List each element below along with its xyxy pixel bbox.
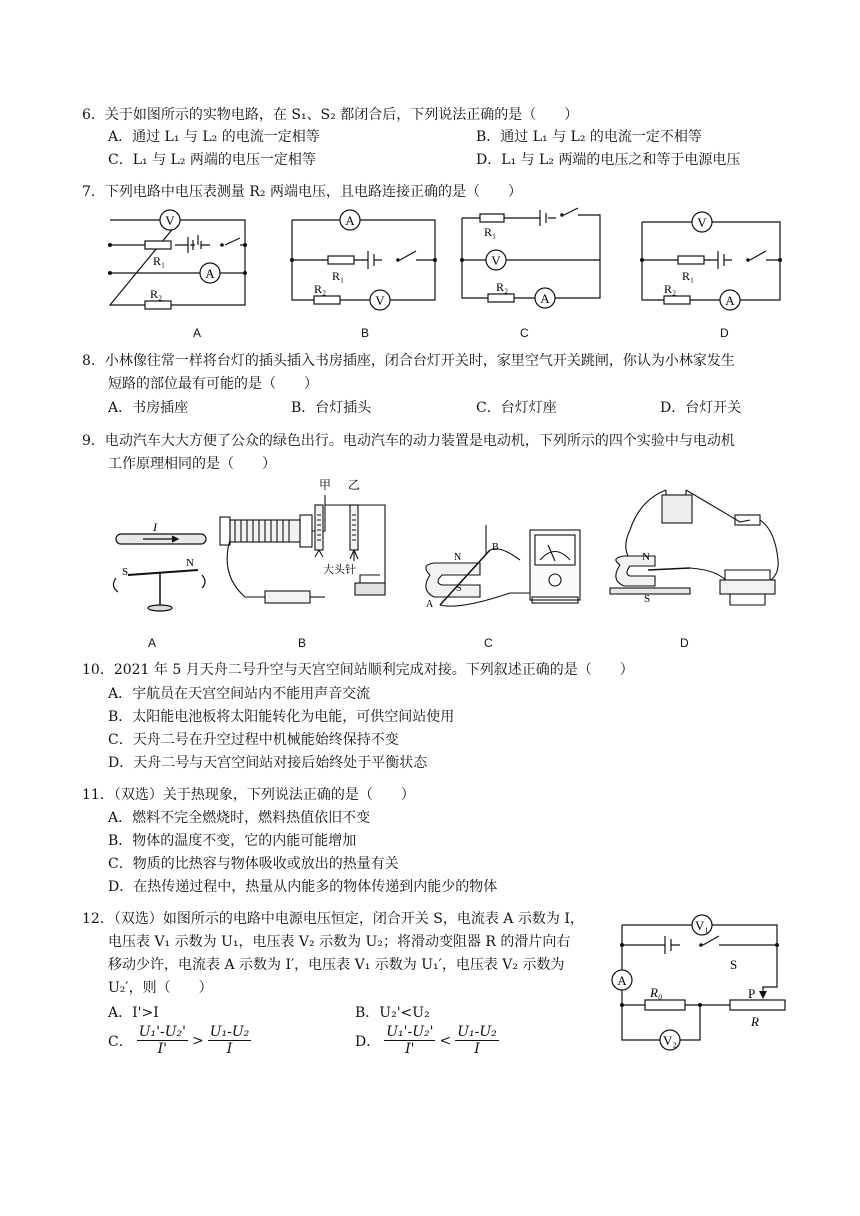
q7c-r1-label: R₁: [484, 225, 497, 239]
q12-stem-line1: 12．（双选）如图所示的电路中电源电压恒定，闭合开关 S，电流表 A 示数为 I，: [82, 911, 584, 927]
q7a-voltmeter-symbol: V: [165, 213, 175, 228]
q9d-n-label: N: [642, 551, 650, 563]
q12d-lt-sign: <: [439, 1032, 452, 1049]
q9-figure-a: [108, 520, 218, 620]
q12-stem-line3: 移动少许，电流表 A 示数为 I′，电压表 V₁ 示数为 U₁′，电压表 V₂ 示数为: [108, 957, 565, 973]
q12d-den: I: [474, 1041, 480, 1057]
q7b-r2-label: R₂: [314, 282, 327, 296]
q7-label-d: D: [720, 326, 729, 340]
q9-label-b: B: [298, 636, 307, 650]
q9-stem-line1: 9．电动汽车大大方便了公众的绿色出行。电动汽车的动力装置是电动机，下列所示的四个实验中与电动机: [82, 433, 735, 449]
q7d-r2-label: R₂: [664, 282, 677, 296]
q9c-a-label: A: [426, 599, 434, 610]
q10-option-c[interactable]: C．天舟二号在升空过程中机械能始终保持不变: [108, 732, 399, 748]
q8-option-c[interactable]: C．台灯灯座: [476, 400, 557, 416]
q12-r-label: R: [751, 1014, 759, 1029]
q12c-num: U₁-U₂: [209, 1024, 250, 1040]
q6-option-b[interactable]: B．通过 L₁ 与 L₂ 的电流一定不相等: [476, 129, 702, 145]
q7-circuit-a: [105, 205, 255, 315]
q9-label-c: C: [484, 636, 493, 650]
q12-v2-symbol: V₂: [663, 1033, 677, 1048]
q9-label-d: D: [680, 636, 689, 650]
q12c-frac-primed: [137, 1024, 188, 1057]
q12c-den-primed: I': [157, 1041, 168, 1057]
q12d-frac-primed: [384, 1024, 435, 1057]
q9-figure-c: [420, 515, 590, 615]
q11-option-d[interactable]: D．在热传递过程中，热量从内能多的物体传递到内能少的物体: [108, 879, 498, 895]
q8-option-d[interactable]: D．台灯开关: [660, 400, 742, 416]
q7-label-c: C: [520, 326, 529, 340]
q12c-gt-sign: >: [191, 1032, 204, 1049]
q7-circuit-c: [460, 200, 610, 310]
q10-option-a[interactable]: A．宇航员在天宫空间站内不能用声音交流: [108, 686, 371, 702]
q12-switch-label: S: [730, 957, 738, 972]
q6-option-a[interactable]: A．通过 L₁ 与 L₂ 的电流一定相等: [108, 129, 320, 145]
q9d-s-label: S: [644, 593, 651, 605]
q7b-voltmeter-symbol: V: [375, 293, 385, 308]
q7d-r1-label: R₁: [682, 269, 695, 283]
q6-option-c[interactable]: C．L₁ 与 L₂ 两端的电压一定相等: [108, 152, 316, 168]
q7a-ammeter-symbol: A: [205, 266, 215, 281]
q12-option-c[interactable]: [108, 1024, 251, 1057]
q7-circuit-d: [640, 205, 790, 315]
q12d-num-primed: U₁'-U₂': [386, 1024, 434, 1040]
q7c-ammeter-symbol: A: [540, 291, 550, 306]
q9-figure-d: [600, 490, 785, 620]
q10-option-d[interactable]: D．天舟二号与天宫空间站对接后始终处于平衡状态: [108, 755, 428, 771]
q11-option-a[interactable]: A．燃料不完全燃烧时，燃料热值依旧不变: [108, 810, 371, 826]
q11-option-b[interactable]: B．物体的温度不变，它的内能可能增加: [108, 833, 357, 849]
q8-stem-line1: 8．小林像往常一样将台灯的插头插入书房插座，闭合台灯开关时，家里空气开关跳闸，你认为小林家发生: [82, 353, 735, 369]
q12c-frac: [208, 1024, 252, 1057]
q12-v1-symbol: V₁: [695, 918, 709, 933]
q9-label-a: A: [148, 636, 157, 650]
q9c-s-label: S: [456, 583, 462, 594]
q7c-voltmeter-symbol: V: [491, 253, 501, 268]
q12c-num-primed: U₁'-U₂': [138, 1024, 186, 1040]
q12-option-a[interactable]: A．I'>I: [108, 1005, 159, 1021]
q7b-r1-label: R₁: [332, 269, 345, 283]
q10-stem: 10．2021 年 5 月天舟二号升空与天宫空间站顺利完成对接。下列叙述正确的是（ ）: [82, 662, 634, 678]
q12-p-label: P: [748, 986, 756, 1001]
q6-option-d[interactable]: D．L₁ 与 L₂ 两端的电压之和等于电源电压: [476, 152, 741, 168]
q12-r0-label: R₀: [650, 985, 663, 1000]
q7b-ammeter-symbol: A: [345, 213, 355, 228]
q7-label-a: A: [193, 326, 202, 340]
q9-stem-line2: 工作原理相同的是（ ）: [108, 456, 276, 472]
q12d-num: U₁-U₂: [457, 1024, 497, 1040]
q12-stem-line4: U₂′，则（ ）: [108, 980, 213, 996]
q12c-den: I: [226, 1041, 233, 1057]
q7a-r1-label: R₁: [153, 254, 166, 268]
q9a-current-label: I: [153, 520, 157, 534]
q7-label-b: B: [361, 326, 370, 340]
q11-option-c[interactable]: C．物质的比热容与物体吸收或放出的热量有关: [108, 856, 399, 872]
q9c-n-label: N: [454, 552, 462, 563]
q12-option-b[interactable]: B．U₂'<U₂: [355, 1005, 430, 1021]
q7d-ammeter-symbol: A: [725, 293, 735, 308]
q10-option-b[interactable]: B．太阳能电池板将太阳能转化为电能，可供空间站使用: [108, 709, 455, 725]
q12-ammeter-symbol: A: [617, 973, 627, 988]
q12d-den-primed: I': [405, 1041, 415, 1057]
q12-circuit: [605, 905, 785, 1060]
q8-option-b[interactable]: B．台灯插头: [291, 400, 372, 416]
q7a-r2-label: R₂: [150, 287, 163, 301]
q12-stem-line2: 电压表 V₁ 示数为 U₁，电压表 V₂ 示数为 U₂；将滑动变阻器 R 的滑片向右: [108, 934, 571, 950]
q12d-frac: [455, 1024, 499, 1057]
q9b-pins-label: 大头针: [323, 564, 356, 576]
q9a-n-label: N: [186, 557, 194, 569]
q9a-s-label: S: [122, 566, 129, 578]
q8-option-a[interactable]: A．书房插座: [108, 400, 189, 416]
q9b-jia-label: 甲: [319, 478, 332, 492]
q12-option-c-letter: C．: [108, 1033, 133, 1050]
q7c-r2-label: R₂: [496, 280, 509, 294]
q8-stem-line2: 短路的部位最有可能的是（ ）: [108, 376, 318, 392]
q12-option-d[interactable]: [355, 1024, 499, 1057]
q7d-voltmeter-symbol: V: [697, 215, 707, 230]
q7-circuit-b: [290, 205, 440, 315]
q6-stem: 6．关于如图所示的实物电路，在 S₁、S₂ 都闭合后，下列说法正确的是（ ）: [82, 107, 579, 123]
q9c-b-label: B: [492, 542, 499, 553]
q12-option-d-letter: D．: [355, 1033, 381, 1050]
q11-stem: 11．（双选）关于热现象，下列说法正确的是（ ）: [82, 787, 415, 803]
q7-stem: 7．下列电路中电压表测量 R₂ 两端电压，且电路连接正确的是（ ）: [82, 184, 522, 200]
q9b-yi-label: 乙: [348, 478, 361, 492]
q9-figure-b: [215, 475, 400, 615]
